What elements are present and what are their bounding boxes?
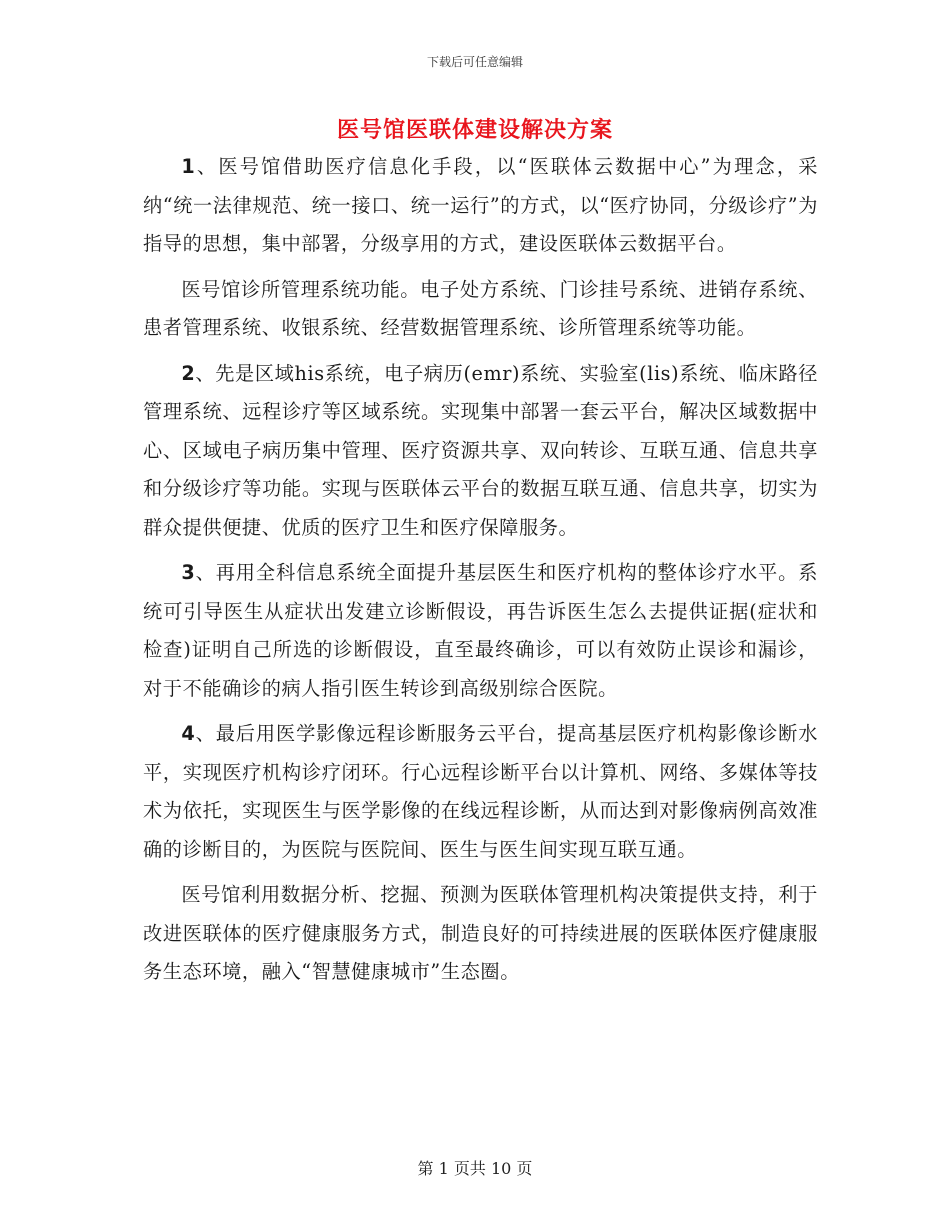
paragraph-3 [143, 554, 818, 708]
paragraph-1 [143, 148, 818, 264]
paragraph-text: 、最后用医学影像远程诊断服务云平台，提高基层医疗机构影像诊断水平，实现医疗机构诊疗闭环。行心远程诊断平台以计算机、网络、多媒体等技术为依托，实现医生与医学影像的在线远程诊断，从而达到对影像病例高效准确的诊断目的，为医院与医院间、医生与医生间实现互联互通。 [143, 722, 818, 861]
paragraph-text: 、先是区域his系统，电子病历(emr)系统、实验室(lis)系统、临床路径管理系统、远程诊疗等区域系统。实现集中部署一套云平台，解决区域数据中心、区域电子病历集中管理、医疗资源共享、双向转诊、互联互通、信息共享和分级诊疗等功能。实现与医联体云平台的数据互联互通、信息共享，切实为群众提供便捷、优质的医疗卫生和医疗保障服务。 [143, 361, 818, 539]
paragraph-number: 3 [181, 561, 196, 584]
page-footer-info: 第 1 页共 10 页 [417, 1159, 533, 1178]
paragraph-conclusion [143, 876, 818, 992]
paragraph-text: 医号馆诊所管理系统功能。电子处方系统、门诊挂号系统、进销存系统、患者管理系统、收银系统、经营数据管理系统、诊所管理系统等功能。 [143, 277, 818, 339]
page-header-note: 下载后可任意编辑 [426, 55, 523, 69]
document-body [143, 148, 818, 999]
paragraph-text: 医号馆利用数据分析、挖掘、预测为医联体管理机构决策提供支持，利于改进医联体的医疗健康服务方式，制造良好的可持续进展的医联体医疗健康服务生态环境，融入“智慧健康城市”生态圈。 [143, 883, 818, 983]
paragraph-4 [143, 715, 818, 869]
paragraph-text: 、医号馆借助医疗信息化手段，以“医联体云数据中心”为理念，采纳“统一法律规范、统一接口、统一运行”的方式，以“医疗协同，分级诊疗”为指导的思想，集中部署，分级享用的方式，建设医联体云数据平台。 [143, 155, 818, 255]
paragraph-clinic-system [143, 271, 818, 348]
paragraph-number: 1 [181, 155, 196, 178]
paragraph-number: 2 [181, 361, 196, 385]
document-title: 医号馆医联体建设解决方案 [336, 117, 613, 143]
paragraph-text: 、再用全科信息系统全面提升基层医生和医疗机构的整体诊疗水平。系统可引导医生从症状出发建立诊断假设，再告诉医生怎么去提供证据(症状和检查)证明自己所选的诊断假设，直至最终确诊，可以有效防止误诊和漏诊，对于不能确诊的病人指引医生转诊到高级别综合医院。 [143, 561, 818, 700]
paragraph-2 [143, 355, 818, 548]
paragraph-number: 4 [181, 722, 196, 745]
